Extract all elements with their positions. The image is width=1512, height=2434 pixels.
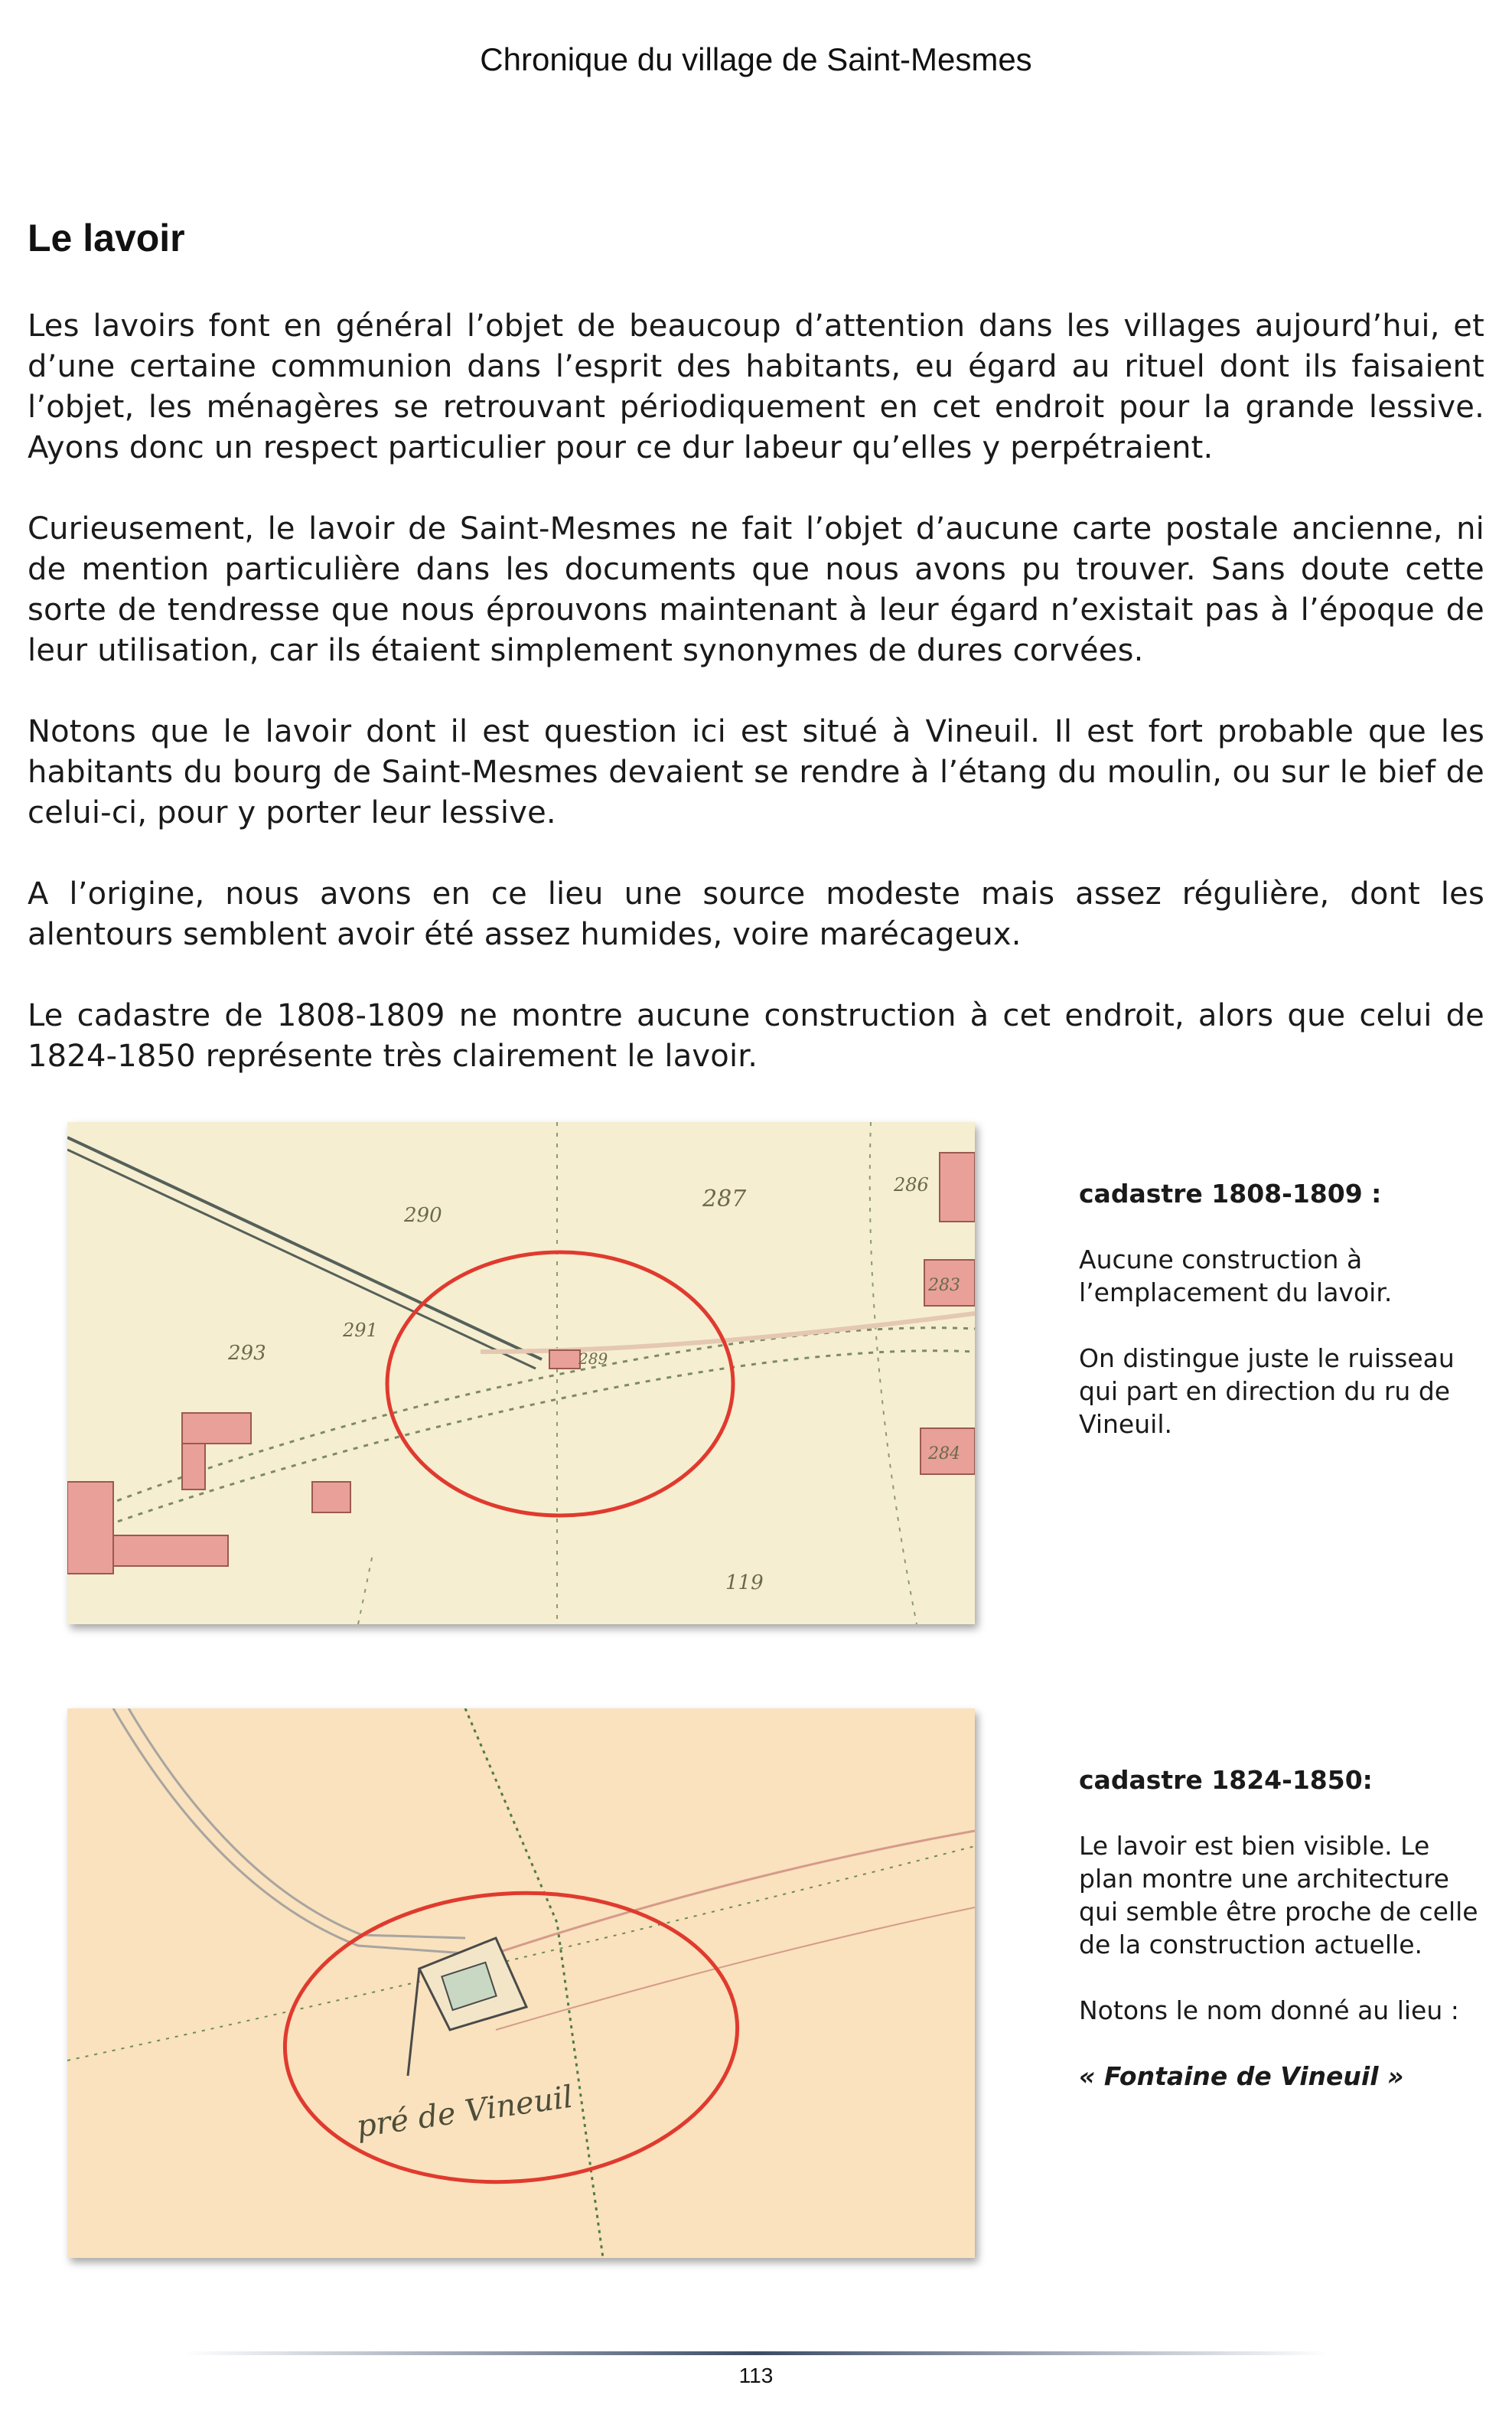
place-name-label: pré de Vineuil: [354, 2079, 575, 2145]
cadastre-map-1808: [67, 1122, 975, 1624]
parcel-label: 289: [578, 1349, 608, 1368]
caption-text: Aucune construction à l’emplacement du lavoir.: [1079, 1245, 1393, 1307]
paragraph: Notons que le lavoir dont il est question ici est situé à Vineuil. Il est fort probable que les habitants du bourg de Saint-Mesmes devaient se rendre à l’étang du moulin, ou sur le bief de celui-ci, pour y porter leur lessive.: [28, 714, 1484, 830]
paragraph: A l’origine, nous avons en ce lieu une source modeste mais assez régulière, dont les alentours semblent avoir été assez humides, voire marécageux.: [28, 876, 1484, 952]
caption-quote: « Fontaine de Vineuil »: [1079, 2061, 1404, 2091]
parcel-label: 290: [404, 1204, 442, 1227]
paragraph: Le cadastre de 1808-1809 ne montre aucune construction à cet endroit, alors que celui de 1824-1850 représente très clairement le lavoir.: [28, 998, 1484, 1074]
paragraph: Les lavoirs font en général l’objet de beaucoup d’attention dans les villages aujourd’hui, et d’une certaine communion dans l’esprit des habitants, eu égard au rituel dont ils faisaient l’objet, les ménagères se retrouvant périodiquement en cet endroit pour la grande lessive. Ayons donc un respect particulier pour ce dur labeur qu’elles y perpétraient.: [28, 308, 1484, 465]
caption-text: Le lavoir est bien visible. Le plan montre une architecture qui semble être proche de celle de la construction actuelle.: [1079, 1831, 1478, 1959]
map-caption-1824: [1079, 1764, 1484, 2126]
section-title: Le lavoir: [28, 217, 185, 259]
caption-text: On distingue juste le ruisseau qui part en direction du ru de Vineuil.: [1079, 1343, 1455, 1439]
parcel-label: 287: [702, 1186, 747, 1212]
parcel-label: 119: [725, 1571, 764, 1594]
footer-divider: [184, 2351, 1328, 2355]
parcel-label: 293: [228, 1342, 266, 1365]
parcel-label: 291: [343, 1320, 378, 1341]
article-body: [28, 306, 1484, 1117]
cadastre-map-1824-drawing: [67, 1708, 975, 2258]
caption-title: cadastre 1824-1850:: [1079, 1765, 1373, 1795]
caption-text: Notons le nom donné au lieu :: [1079, 1995, 1459, 2025]
caption-title: cadastre 1808-1809 :: [1079, 1179, 1382, 1209]
cadastre-map-1808-drawing: [67, 1122, 975, 1624]
paragraph: Curieusement, le lavoir de Saint-Mesmes ne fait l’objet d’aucune carte postale ancienne, ni de mention particulière dans les documents que nous avons pu trouver. Sans doute cette sorte de tendresse que nous éprouvons maintenant à leur égard n’existait pas à l’époque de leur utilisation, car ils étaient simplement synonymes de dures corvées.: [28, 511, 1484, 668]
parcel-label: 283: [928, 1276, 960, 1295]
page-number: 113: [738, 2364, 774, 2387]
running-header: Chronique du village de Saint-Mesmes: [480, 41, 1032, 77]
parcel-label: 284: [928, 1444, 960, 1463]
cadastre-map-1824: [67, 1708, 975, 2258]
parcel-label: 286: [894, 1174, 929, 1196]
map-caption-1808: [1079, 1177, 1484, 1473]
